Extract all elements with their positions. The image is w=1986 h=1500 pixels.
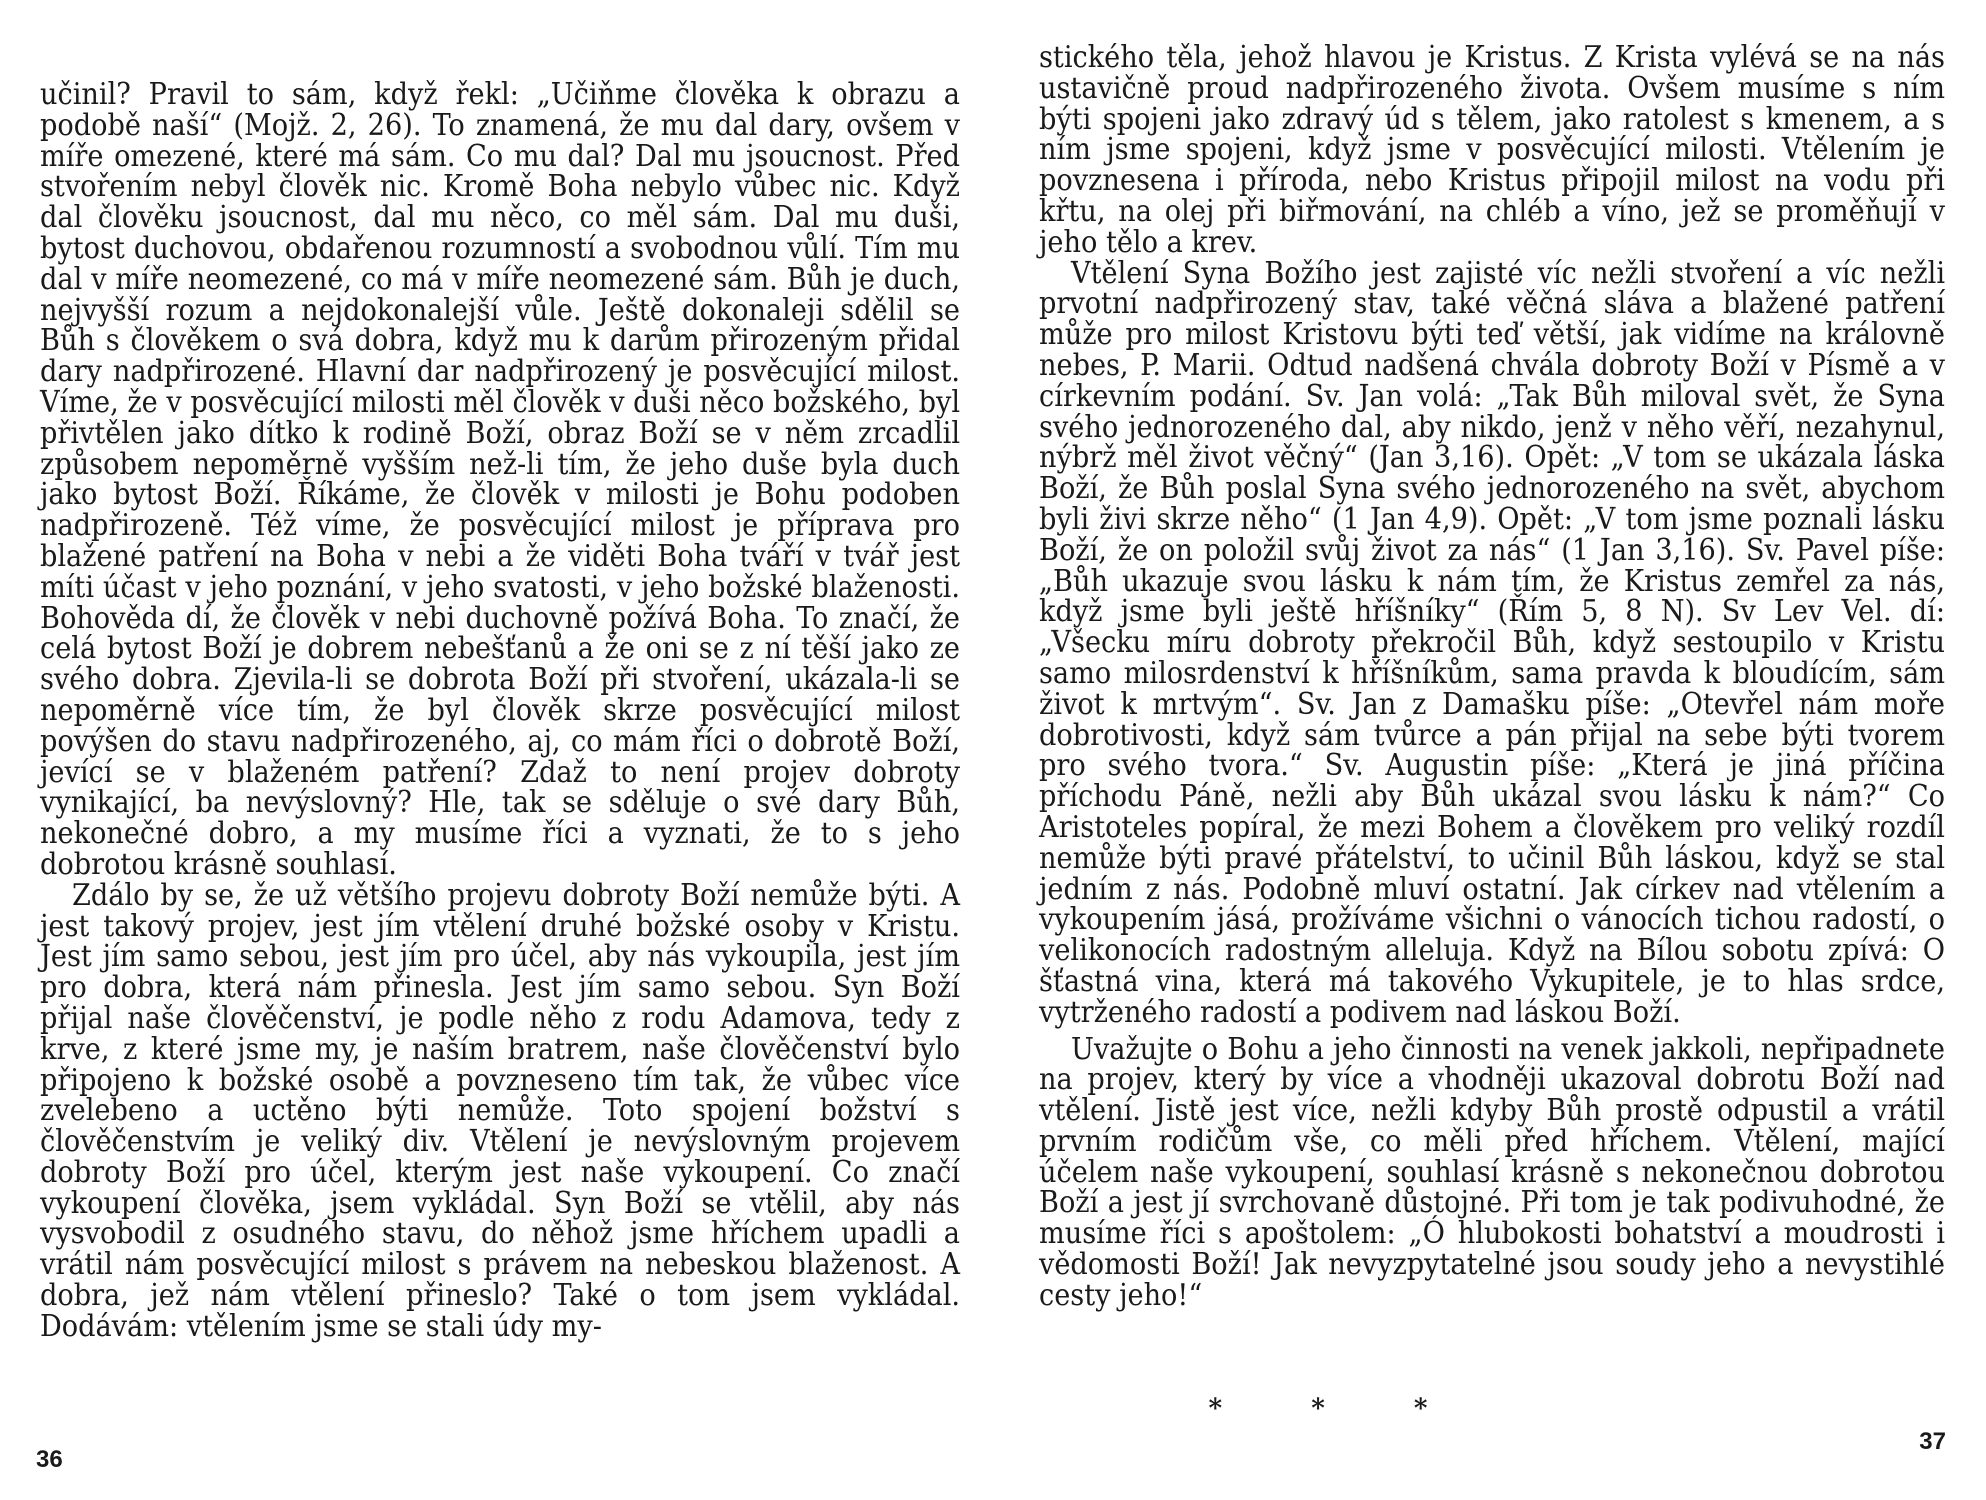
left-page-text bbox=[40, 77, 960, 1344]
right-page bbox=[993, 0, 1986, 1500]
right-paragraph-2: Vtělení Syna Božího jest zajisté víc nežli stvoření a víc nežli prvotní nadpřirozený stav, také věčná sláva a blažené patření může pro milost Kristovu býti teď větší, jak vidíme na královně nebes, P. Marii. Odtud nadšená chvála dobroty Boží v Písmě a v církevním podání. Sv. Jan volá: „Tak Bůh miloval svět, že Syna svého jednorozeného dal, aby nikdo, jenž v něho věří, nezahynul, nýbrž měl život věčný“ (Jan 3,16). Opět: „V tom se ukázala láska Boží, že Bůh poslal Syna svého jednorozeného na svět, abychom byli živi skrze něho“ (1 Jan 4,9). Opět: „V tom jsme poznali lásku Boží, že on položil svůj život za nás“ (1 Jan 3,16). Sv. Pavel píše: „Bůh ukazuje svou lásku k nám tím, že Kristus zemřel za nás, když jsme byli ještě hříšníky“ (Řím 5, 8 N). Sv Lev Vel. dí: „Všecku míru dobroty překročil Bůh, když sestoupilo v Kristu samo milosrdenství k hříšníkům, sama pravda k bloudícím, sám život k mrtvým“. Sv. Jan z Damašku píše: „Otevřel nám moře dobrotivosti, když sám tvůrce a pán přijal na sebe býti tvorem pro svého tvora.“ Sv. Augustin píše: „Která je jiná příčina příchodu Páně, nežli aby Bůh ukázal svou lásku k nám?“ Co Aristoteles popíral, že mezi Bohem a člověkem pro veliký rozdíl nemůže býti pravé přátelství, to učinil Bůh láskou, když se stal jedním z nás. Podobně mluví ostatní. Jak církev nad vtělením a vykoupením jásá, prožíváme všichni o vánocích tichou radostí, o velikonocích radostným alleluja. Když na Bílou sobotu zpívá: O šťastná vina, která má takového Vykupitele, je to hlas srdce, vytrženého radostí a podivem nad láskou Boží. bbox=[1039, 255, 1945, 1030]
right-paragraph-3: Uvažujte o Bohu a jeho činnosti na venek jakkoli, nepřipadnete na projev, který by více a vhodněji ukazoval dobrotu Boží nad vtělení. Jistě jest více, nežli kdyby Bůh prostě odpustil a vrátil prvním rodičům vše, co měli před hříchem. Vtělení, mající účelem naše vykoupení, souhlasí krásně s nekonečnou dobrotou Boží a jest jí svrchovaně důstojné. Při tom je tak podivuhodné, že musíme říci s apoštolem: „Ó hlubokosti bohatství a moudrosti i vědomosti Boží! Jak nevyzpytatelné jsou soudy jeho a nevystihlé cesty jeho!“ bbox=[1039, 1031, 1945, 1313]
left-paragraph-2: Zdálo by se, že už většího projevu dobroty Boží nemůže býti. A jest takový projev, jest jím vtělení druhé božské osoby v Kristu. Jest jím samo sebou, jest jím pro účel, aby nás vykoupila, jest jím pro dobra, která nám přinesla. Jest jím samo sebou. Syn Boží přijal naše člověčenství, je podle něho z rodu Adamova, tedy z krve, z které jsme my, je naším bratrem, naše člověčenství bylo připojeno k božské osobě a povzneseno tím tak, že vůbec více zvelebeno a uctěno býti nemůže. Toto spojení božství s člověčenstvím je veliký div. Vtělení je nevýslovným projevem dobroty Boží pro účel, kterým jest naše vykoupení. Co značí vykoupení člověka, jsem vykládal. Syn Boží se vtělil, aby nás vysvobodil z osudného stavu, do něhož jsme hříchem upadli a vrátil nám posvěcující milost s právem na nebeskou blaženost. A dobra, jež nám vtělení přineslo? Také o tom jsem vykládal. Dodávám: vtělením jsme se stali údy my- bbox=[40, 877, 960, 1344]
section-break-ornament: * * * bbox=[1208, 1394, 1468, 1424]
left-paragraph-1: učinil? Pravil to sám, když řekl: „Učiňme člověka k obrazu a podobě naší“ (Mojž. 2, 26). To znamená, že mu dal dary, ovšem v míře omezené, které má sám. Co mu dal? Dal mu jsoucnost. Před stvořením nebyl člověk nic. Kromě Boha nebylo vůbec nic. Když dal člověku jsoucnost, dal mu něco, co měl sám. Dal mu duši, bytost duchovou, obdařenou rozumností a svobodnou vůlí. Tím mu dal v míře neomezené, co má v míře neomezené sám. Bůh je duch, nejvyšší rozum a nejdokonalejší vůle. Ještě dokonaleji sdělil se Bůh s člověkem o svá dobra, když mu k darům přirozeným přidal dary nadpřirozené. Hlavní dar nadpřirozený je posvěcující milost. Víme, že v posvěcující milosti měl člověk v duši něco božského, byl přivtělen jako dítko k rodině Boží, obraz Boží se v něm zrcadlil způsobem nepoměrně vyšším než-li tím, že jeho duše byla duch jako bytost Boží. Říkáme, že člověk v milosti je Bohu podoben nadpřirozeně. Též víme, že posvěcující milost je příprava pro blažené patření na Boha v nebi a že viděti Boha tváří v tvář jest míti účast v jeho poznání, v jeho svatosti, v jeho božské blaženosti. Bohověda dí, že člověk v nebi duchovně požívá Boha. To značí, že celá bytost Boží je dobrem nebešťanů a že oni se z ní těší jako ze svého dobra. Zjevila-li se dobrota Boží při stvoření, ukázala-li se nepoměrně více tím, že byl člověk skrze posvěcující milost povýšen do stavu nadpřirozeného, aj, co mám říci o dobrotě Boží, jevící se v blaženém patření? Zdaž to není projev dobroty vynikající, ba nevýslovný? Hle, tak se sděluje o své dary Bůh, nekonečné dobro, a my musíme říci a vyznati, že to s jeho dobrotou krásně souhlasí. bbox=[40, 77, 960, 882]
right-page-text bbox=[1039, 40, 1945, 1313]
page-number-right: 37 bbox=[1919, 1428, 1946, 1455]
right-paragraph-1: stického těla, jehož hlavou je Kristus. Z Krista vylévá se na nás ustavičně proud nadpřirozeného života. Ovšem musíme s ním býti spojeni jako zdravý úd s tělem, jako ratolest s kmenem, a s ním jsme spojeni, když jsme v posvěcující milosti. Vtělením je povznesena i příroda, nebo Kristus připojil milost na vodu při křtu, na olej při biřmování, na chléb a víno, jež se proměňují v jeho tělo a krev. bbox=[1039, 40, 1945, 260]
page-number-left: 36 bbox=[36, 1446, 63, 1473]
